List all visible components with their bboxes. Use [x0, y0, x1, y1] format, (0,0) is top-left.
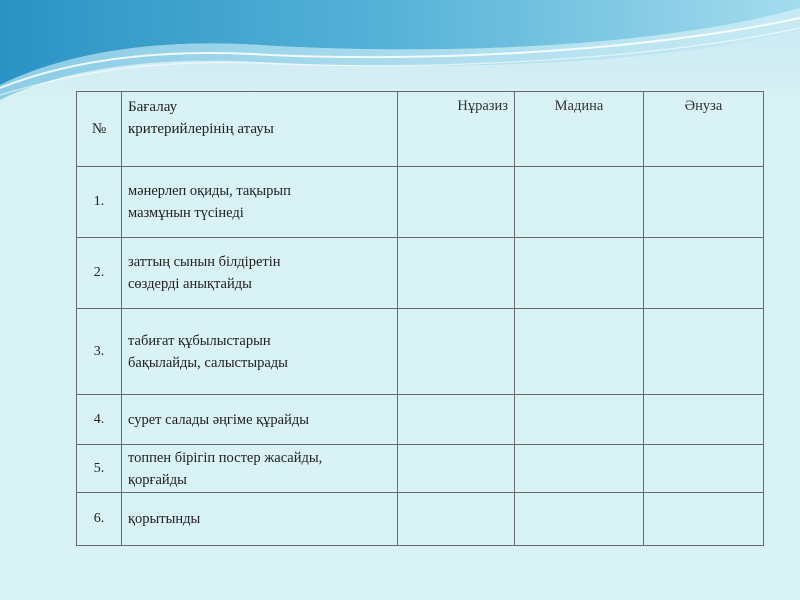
criterion-line1: табиғат құбылыстарын	[128, 332, 271, 349]
table-row	[77, 493, 764, 546]
criterion-line2: сөздерді анықтайды	[128, 276, 252, 292]
row-number: 2.	[77, 238, 122, 309]
table-row	[77, 238, 764, 309]
header-criteria	[122, 92, 398, 167]
score-cell[interactable]	[398, 238, 515, 309]
score-cell[interactable]	[398, 309, 515, 395]
criteria-table	[76, 91, 764, 546]
score-cell[interactable]	[515, 167, 644, 238]
score-cell[interactable]	[644, 493, 764, 546]
criterion-line1: заттың сынын білдіретін	[128, 254, 281, 270]
score-cell[interactable]	[644, 445, 764, 493]
score-cell[interactable]	[644, 395, 764, 445]
criterion-text	[122, 309, 398, 395]
table-row	[77, 445, 764, 493]
criterion-line1: сурет салады әңгіме құрайды	[128, 411, 310, 428]
header-number: №	[77, 92, 122, 167]
criterion-text	[122, 395, 398, 445]
table-row	[77, 395, 764, 445]
header-criteria-line2: критерийлерінің атауы	[128, 121, 274, 137]
criterion-line2: бақылайды, салыстырады	[128, 354, 288, 371]
criterion-text	[122, 493, 398, 546]
row-number: 5.	[77, 445, 122, 493]
header-student-1: Нұразиз	[398, 92, 515, 167]
header-student-3: Әнуза	[644, 92, 764, 167]
criterion-text	[122, 238, 398, 309]
header-student-2: Мадина	[515, 92, 644, 167]
table-row	[77, 309, 764, 395]
table-header-row	[77, 92, 764, 167]
score-cell[interactable]	[644, 309, 764, 395]
score-cell[interactable]	[515, 238, 644, 309]
criterion-text	[122, 445, 398, 493]
score-cell[interactable]	[515, 445, 644, 493]
header-criteria-line1: Бағалау	[128, 99, 178, 115]
row-number: 3.	[77, 309, 122, 395]
criterion-line1: қорытынды	[128, 511, 201, 527]
row-number: 1.	[77, 167, 122, 238]
criterion-line1: топпен бірігіп постер жасайды,	[128, 449, 323, 466]
score-cell[interactable]	[515, 309, 644, 395]
score-cell[interactable]	[644, 167, 764, 238]
score-cell[interactable]	[398, 493, 515, 546]
criterion-text	[122, 167, 398, 238]
criterion-line2: қорғайды	[128, 471, 187, 488]
row-number: 6.	[77, 493, 122, 546]
score-cell[interactable]	[398, 395, 515, 445]
score-cell[interactable]	[644, 238, 764, 309]
score-cell[interactable]	[398, 445, 515, 493]
criterion-line1: мәнерлеп оқиды, тақырып	[128, 183, 291, 199]
score-cell[interactable]	[515, 493, 644, 546]
score-cell[interactable]	[398, 167, 515, 238]
criterion-line2: мазмұнын түсінеді	[128, 205, 244, 221]
row-number: 4.	[77, 395, 122, 445]
score-cell[interactable]	[515, 395, 644, 445]
table-row	[77, 167, 764, 238]
